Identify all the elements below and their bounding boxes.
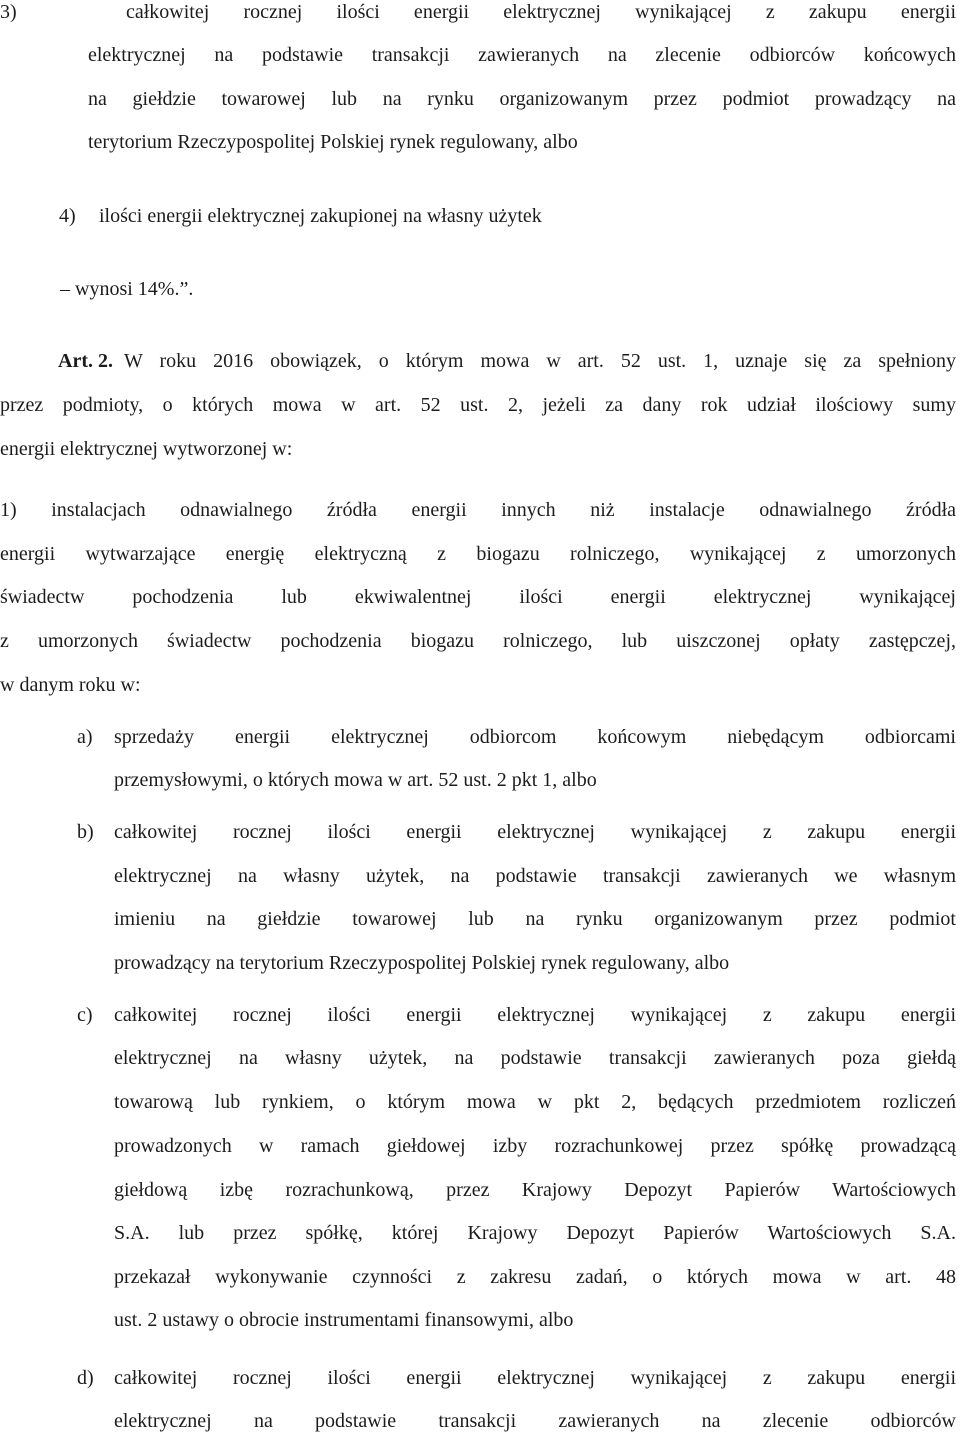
subitem-a-line-2: przemysłowymi, o których mowa w art. 52 ust. 2 pkt 1, albo [114,769,597,791]
subitem-c-line-3: towarową lub rynkiem, o którym mowa w pkt 2, będących przedmiotem rozliczeń [114,1091,956,1113]
subitem-d-line-1: całkowitej rocznej ilości energii elektrycznej wynikającej z zakupu energii [114,1367,956,1389]
art-2-line-3: energii elektrycznej wytworzonej w: [0,438,293,460]
closing-text: – wynosi 14%.”. [60,278,194,300]
item-3-line-2: elektrycznej na podstawie transakcji zawieranych na zlecenie odbiorców końcowych [88,44,956,66]
item-3-line-3: na giełdzie towarowej lub na rynku organizowanym przez podmiot prowadzący na [88,88,956,110]
art-2-heading: Art. 2. [58,350,113,372]
point-1-line-5: w danym roku w: [0,674,141,696]
subitem-c-line-1: całkowitej rocznej ilości energii elektrycznej wynikającej z zakupu energii [114,1004,956,1026]
subitem-b-letter: b) [77,821,94,843]
item-4-text: ilości energii elektrycznej zakupionej na własny użytek [99,205,542,227]
subitem-d-letter: d) [77,1367,94,1389]
subitem-c-line-5: giełdową izbę rozrachunkową, przez Krajowy Depozyt Papierów Wartościowych [114,1179,956,1201]
subitem-b-line-4: prowadzący na terytorium Rzeczypospolitej Polskiej rynek regulowany, albo [114,952,730,974]
subitem-b-line-1: całkowitej rocznej ilości energii elektrycznej wynikającej z zakupu energii [114,821,956,843]
item-3-number: 3) [0,1,17,23]
subitem-c-line-4: prowadzonych w ramach giełdowej izby rozrachunkowej przez spółkę prowadzącą [114,1135,956,1157]
subitem-c-line-2: elektrycznej na własny użytek, na podstawie transakcji zawieranych poza giełdą [114,1047,956,1069]
art-2-line-2: przez podmioty, o których mowa w art. 52 ust. 2, jeżeli za dany rok udział ilościowy sumy [0,394,956,416]
subitem-b-line-2: elektrycznej na własny użytek, na podstawie transakcji zawieranych we własnym [114,865,956,887]
item-3-line-4: terytorium Rzeczypospolitej Polskiej rynek regulowany, albo [88,131,578,153]
point-1-line-1: 1) instalacjach odnawialnego źródła energii innych niż instalacje odnawialnego źródła [0,499,956,521]
subitem-c-line-8: ust. 2 ustawy o obrocie instrumentami finansowymi, albo [114,1309,574,1331]
subitem-b-line-3: imieniu na giełdzie towarowej lub na rynku organizowanym przez podmiot [114,908,956,930]
art-2-line-1: W roku 2016 obowiązek, o którym mowa w art. 52 ust. 1, uznaje się za spełniony [124,350,956,372]
point-1-line-4: z umorzonych świadectw pochodzenia biogazu rolniczego, lub uiszczonej opłaty zastępczej, [0,630,956,652]
point-1-line-3: świadectw pochodzenia lub ekwiwalentnej ilości energii elektrycznej wynikającej [0,586,956,608]
item-4-number: 4) [59,205,76,227]
subitem-a-letter: a) [77,726,93,748]
subitem-c-line-7: przekazał wykonywanie czynności z zakresu zadań, o których mowa w art. 48 [114,1266,956,1288]
point-1-line-2: energii wytwarzające energię elektryczną z biogazu rolniczego, wynikającej z umorzonych [0,543,956,565]
item-3-line-1: całkowitej rocznej ilości energii elektrycznej wynikającej z zakupu energii [126,1,956,23]
subitem-c-letter: c) [77,1004,93,1026]
subitem-a-line-1: sprzedaży energii elektrycznej odbiorcom końcowym niebędącym odbiorcami [114,726,956,748]
subitem-d-line-2: elektrycznej na podstawie transakcji zawieranych na zlecenie odbiorców [114,1410,956,1432]
subitem-c-line-6: S.A. lub przez spółkę, której Krajowy Depozyt Papierów Wartościowych S.A. [114,1222,956,1244]
